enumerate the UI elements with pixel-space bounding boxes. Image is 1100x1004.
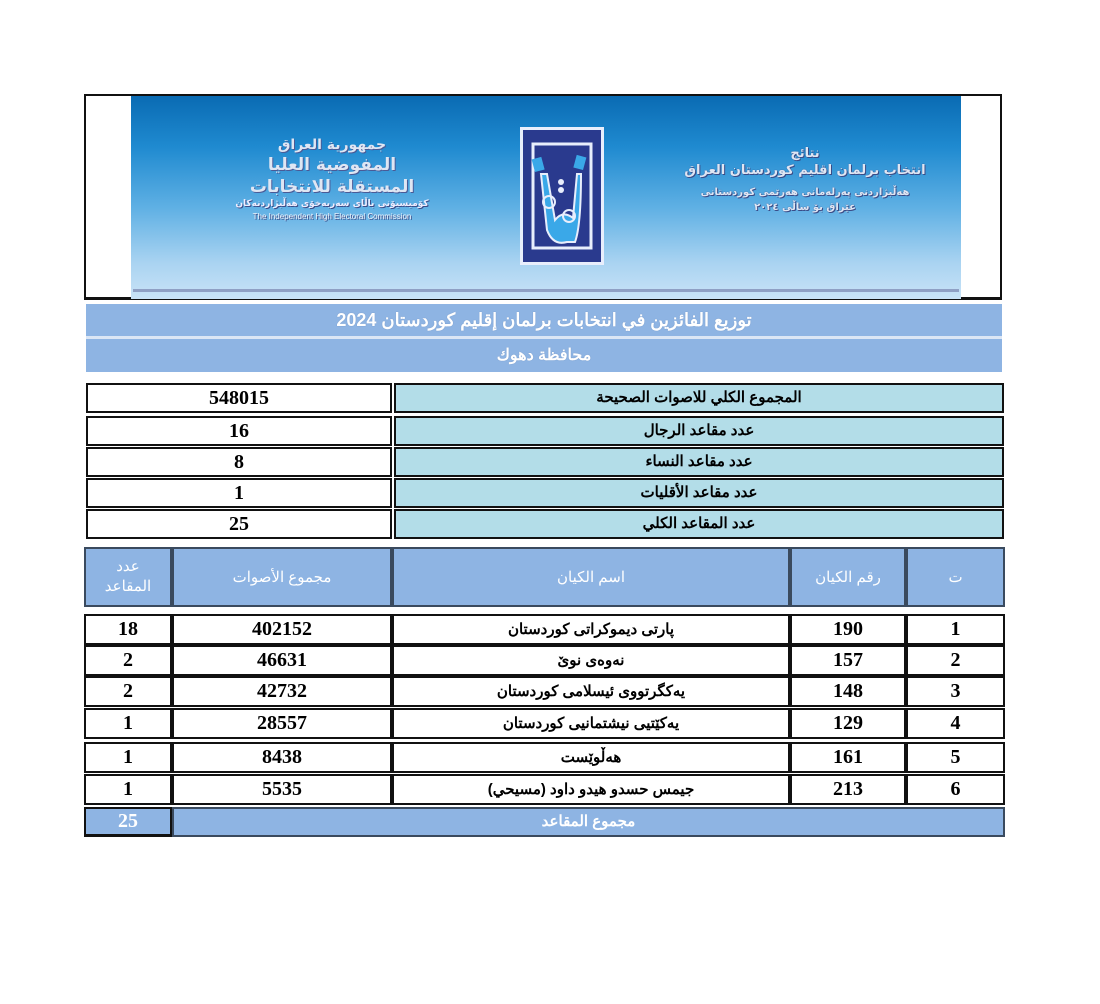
governorate-subtitle: محافظة دهوك [86,339,1002,372]
banner-divider [133,289,959,292]
ihec-logo-icon [520,127,604,265]
cell-seats: 1 [84,774,172,805]
header-entity-number: رقم الكيان [790,547,906,607]
election-results-heading [675,146,935,215]
header-total-votes: مجموع الأصوات [172,547,392,607]
summary-value: 25 [86,509,392,539]
org-line-english: The Independent High Electoral Commission [252,212,412,221]
table-row [84,645,1005,676]
summary-row-men-seats [84,416,1005,444]
cell-seats: 1 [84,708,172,739]
summary-label: عدد المقاعد الكلي [394,509,1004,539]
cell-index: 2 [906,645,1005,676]
summary-value: 16 [86,416,392,446]
banner-gradient [131,96,961,299]
summary-value: 8 [86,447,392,477]
header-seats-line2: المقاعد [104,578,152,595]
cell-total-votes: 5535 [172,774,392,805]
summary-row-minority-seats [84,478,1005,506]
summary-label: المجموع الكلي للاصوات الصحيحة [394,383,1004,413]
ihec-org-name [227,136,437,222]
cell-entity-name: یەکێتیی نیشتمانیی کوردستان [392,708,790,739]
table-row [84,742,1005,773]
cell-entity-name: هەڵوێست [392,742,790,773]
table-row [84,614,1005,645]
cell-total-votes: 8438 [172,742,392,773]
table-row [84,676,1005,707]
header-seats-line1: عدد [116,558,140,575]
summary-label: عدد مقاعد الأقليات [394,478,1004,508]
cell-entity-name: پارتی دیموکراتی کوردستان [392,614,790,645]
cell-entity-name: جيمس حسدو هيدو داود (مسيحي) [392,774,790,805]
table-row [84,774,1005,805]
cell-seats: 1 [84,742,172,773]
cell-index: 6 [906,774,1005,805]
summary-value: 548015 [86,383,392,413]
heading-line-3: هەڵبژاردنی پەرلەمانی هەرێمی کوردستانی [700,187,910,198]
table-row [84,708,1005,739]
total-seats-value: 25 [84,807,172,837]
cell-entity-name: یەکگرتووی ئیسلامی کوردستان [392,676,790,707]
cell-seats: 2 [84,676,172,707]
cell-total-votes: 28557 [172,708,392,739]
header-index: ت [906,547,1005,607]
total-seats-label: مجموع المقاعد [172,807,1005,837]
cell-total-votes: 46631 [172,645,392,676]
heading-line-2: انتخاب برلمان اقليم كوردستان العراق [684,163,926,178]
total-seats-row [84,807,1005,837]
cell-entity-number: 129 [790,708,906,739]
heading-line-4: عێراق بۆ ساڵی ٢٠٢٤ [754,202,856,213]
cell-index: 3 [906,676,1005,707]
header-entity-name: اسم الكيان [392,547,790,607]
org-line-country: جمهورية العراق [277,137,387,153]
summary-label: عدد مقاعد النساء [394,447,1004,477]
results-table-header [84,547,1005,609]
header-banner [84,94,1002,300]
cell-entity-number: 157 [790,645,906,676]
cell-seats: 2 [84,645,172,676]
cell-seats: 18 [84,614,172,645]
cell-total-votes: 402152 [172,614,392,645]
cell-entity-number: 148 [790,676,906,707]
summary-row-valid-votes [84,383,1005,411]
summary-row-total-seats [84,509,1005,537]
page-title: توزيع الفائزين في انتخابات برلمان إقليم كوردستان 2024 [86,304,1002,336]
cell-entity-number: 213 [790,774,906,805]
org-line-arabic: المفوضية العليا المستقلة للانتخابات [249,155,415,197]
summary-label: عدد مقاعد الرجال [394,416,1004,446]
org-line-kurdish: کۆمیسیۆنی باڵای سەربەخۆی هەڵبژاردنەکان [235,199,429,209]
cell-entity-number: 161 [790,742,906,773]
cell-entity-name: نەوەی نوێ [392,645,790,676]
heading-line-1: نتائج [790,146,820,161]
cell-index: 1 [906,614,1005,645]
cell-total-votes: 42732 [172,676,392,707]
summary-value: 1 [86,478,392,508]
header-seats [84,547,172,607]
cell-index: 4 [906,708,1005,739]
cell-entity-number: 190 [790,614,906,645]
cell-index: 5 [906,742,1005,773]
summary-row-women-seats [84,447,1005,475]
